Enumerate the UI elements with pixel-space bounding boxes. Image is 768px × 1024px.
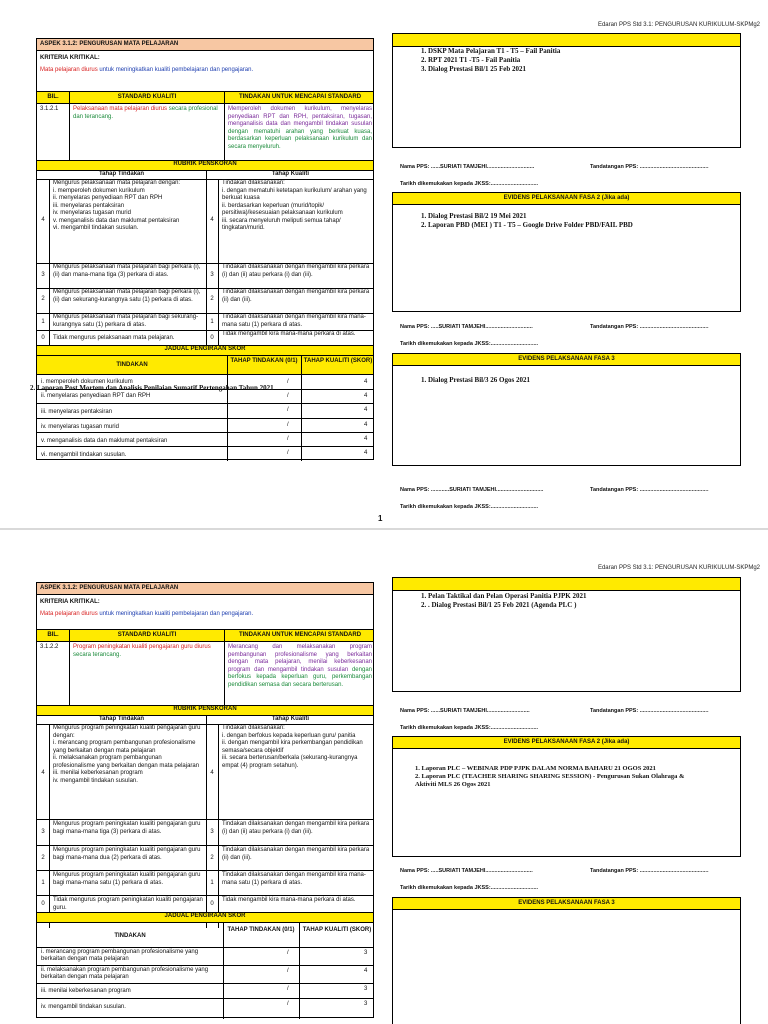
evidence-item: 2. . Dialog Prestasi Bil/1 25 Feb 2021 (Agenda PLC ) bbox=[421, 600, 577, 609]
signature-name: Nama PPS: ......SURIATI TAMJEHI............................... bbox=[400, 164, 535, 170]
rubric-score: 1 bbox=[210, 880, 214, 886]
rubric-left: Mengurus pelaksanaan mata pelajaran bagi sekurang-kurangnya satu (1) perkara di atas. bbox=[53, 314, 199, 328]
rubric-score: 2 bbox=[210, 296, 214, 302]
rubric-left: Mengurus pelaksanaan mata pelajaran bagi perkara (i), (ii) dan mana-mana tiga (3) perkara di atas. bbox=[53, 264, 201, 278]
rubric-score: 0 bbox=[41, 901, 45, 907]
skor-value: 4 bbox=[364, 393, 368, 399]
rubric-left: Mengurus pelaksanaan mata pelajaran bagi perkara (i), (ii) dan sekurang-kurangnya satu (1) perkara di atas. bbox=[53, 289, 201, 303]
tindakan-text: Memperoleh dokumen kurikulum, menyelaras penyediaan RPT dan RPH, pentaksiran, tugasan, menganalisis data dan mengambil tindakan susulan dengan mematuhi arahan yang berkuat kuasa, berdasarkan keperluan pelaksanaan kurikulum dan secara menyeluruh. bbox=[228, 106, 372, 150]
jadual-col-tindakan: TINDAKAN bbox=[116, 362, 148, 368]
signature-name: Nama PPS: ............SURIATI TAMJEHI............................... bbox=[400, 487, 544, 493]
jadual-col-tindakan: TINDAKAN bbox=[114, 933, 146, 939]
signature-tandatangan: Tandatangan PPS: ............................................. bbox=[590, 868, 709, 874]
rubrik-band: RUBRIK PENSKORAN bbox=[37, 161, 373, 170]
rubric-right: Tindakan dilaksanakan: i. dengan mematuhi ketetapan kurikulum/ arahan yang berkuat kuasa ii. berdasarkan keperluan (murid/topik/ persitiwa)/kesesuaian pelaksanaan kurikulum iii. secara menyeluruh meliputi semua tahap/ tingkatan/murid. bbox=[222, 180, 367, 231]
rubric-right: Tindakan dilaksanakan dengan mengambil kira perkara (ii) dan (iii). bbox=[222, 847, 370, 861]
rubric-right: Tindakan dilaksanakan dengan mengambil kira perkara (i) dan (ii) atau perkara (i) dan (iii). bbox=[222, 264, 370, 278]
tahap-kualiti-label: Tahap Kualiti bbox=[271, 171, 310, 177]
jadual-band: JADUAL PENGIRAAN SKOR bbox=[37, 913, 373, 922]
skor-value: 4 bbox=[364, 450, 368, 456]
kriteria-text: Mata pelajaran diurus untuk meningkatkan kualiti pembelajaran dan pengajaran. bbox=[40, 67, 254, 73]
aspect-title: ASPEK 3.1.2: PENGURUSAN MATA PELAJARAN bbox=[37, 583, 373, 595]
jadual-col-tahap-tindakan: TAHAP TINDAKAN (0/1) bbox=[230, 358, 298, 364]
standard-number: 3.1.2.2 bbox=[40, 644, 59, 650]
jadual-col-tahap-tindakan: TAHAP TINDAKAN (0/1) bbox=[227, 927, 295, 933]
signature-date: Tarikh dikemukakan kepada JKSS:............................... bbox=[400, 504, 539, 510]
skor-mark: / bbox=[287, 407, 289, 413]
skor-mark: / bbox=[287, 393, 289, 399]
skor-label: iv. menyelaras tugasan murid bbox=[41, 424, 119, 430]
standard-text: Pelaksanaan mata pelajaran diurus secara profesional dan terancang. bbox=[73, 106, 218, 120]
signature-date: Tarikh dikemukakan kepada JKSS:............................... bbox=[400, 725, 539, 731]
skor-value: 3 bbox=[364, 986, 368, 992]
skor-value: 4 bbox=[364, 436, 368, 442]
signature-name: Nama PPS: .....SURIATI TAMJEHI............................... bbox=[400, 324, 533, 330]
skor-label: v. menganalisis data dan maklumat pentaksiran bbox=[41, 438, 168, 444]
rubric-left: Mengurus program peningkatan kualiti pengajaran guru bagi mana-mana satu (1) perkara di atas. bbox=[53, 872, 201, 886]
rubric-score: 4 bbox=[210, 217, 214, 223]
page-header: Edaran PPS Std 3.1: PENGURUSAN KURIKULUM-SKPMg2 bbox=[597, 565, 760, 571]
signature-date: Tarikh dikemukakan kepada JKSS:............................... bbox=[400, 341, 539, 347]
evidence-list bbox=[421, 376, 530, 385]
tahap-tindakan-label: Tahap Tindakan bbox=[98, 716, 145, 722]
evidence-fasa-3 bbox=[392, 897, 741, 1024]
rubric-right: Tindakan dilaksanakan dengan mengambil kira mana-mana satu (1) perkara di atas. bbox=[222, 314, 366, 328]
evidence-fasa-3-title: EVIDENS PELAKSANAAN FASA 3 bbox=[393, 354, 740, 366]
evidence-item: 2. Laporan PLC (TEACHER SHARING SHARING SESSION) - Pengurusan Sukan Olahraga & bbox=[415, 773, 685, 781]
evidence-fasa-1 bbox=[392, 577, 741, 692]
rubric-score: 1 bbox=[41, 880, 45, 886]
rubric-left: Mengurus program peningkatan kualiti pengajaran guru dengan: i. merancang program pembangunan profesionalisme yang berkaitan dengan mata pelajaran ii. melaksanakan program pembangunan profesionalisme yang berkaitan dengan mata pelajaran iii. menilai keberkesanan program iv. mengambil tindakan susulan. bbox=[53, 725, 201, 784]
evidence-item: 1. Dialog Prestasi Bil/2 19 Mei 2021 bbox=[421, 212, 527, 220]
jadual-col-tahap-kualiti: TAHAP KUALITI (SKOR) bbox=[302, 927, 372, 933]
evidence-list bbox=[415, 765, 684, 789]
jadual-col-tahap-kualiti: TAHAP KUALITI (SKOR) bbox=[303, 358, 373, 364]
skor-mark: / bbox=[287, 436, 289, 442]
col-standard: STANDARD KUALITI bbox=[117, 632, 177, 638]
signature-name: Nama PPS: .....SURIATI TAMJEHI............................... bbox=[400, 868, 533, 874]
skor-label: vi. mengambil tindakan susulan. bbox=[41, 452, 127, 458]
overlay-evidence-text: 2. Laporan Post Mortem dan Analisis Penilaian Sumatif Pertengahan Tahun 2021 bbox=[30, 384, 274, 392]
rubrik-band: RUBRIK PENSKORAN bbox=[37, 706, 373, 715]
rubric-score: 2 bbox=[41, 296, 45, 302]
skor-mark: / bbox=[287, 450, 289, 456]
signature-tandatangan: Tandatangan PPS: ............................................. bbox=[590, 164, 709, 170]
standard-table bbox=[36, 38, 374, 460]
rubric-score: 2 bbox=[210, 855, 214, 861]
signature-tandatangan: Tandatangan PPS: ............................................. bbox=[590, 324, 709, 330]
evidence-list bbox=[421, 212, 633, 230]
col-standard: STANDARD KUALITI bbox=[117, 94, 177, 100]
skor-mark: / bbox=[287, 968, 289, 974]
standard-table bbox=[36, 582, 374, 1018]
evidence-fasa-2-title: EVIDENS PELAKSANAAN FASA 2 (Jika ada) bbox=[393, 737, 740, 749]
skor-value: 4 bbox=[364, 407, 368, 413]
evidence-item: 2. RPT 2021 T1 -T5 - Fail Panitia bbox=[421, 55, 521, 64]
skor-label: iii. menilai keberkesanan program bbox=[41, 988, 131, 994]
evidence-fasa-3 bbox=[392, 353, 741, 466]
aspect-title: ASPEK 3.1.2: PENGURUSAN MATA PELAJARAN bbox=[37, 39, 373, 51]
rubric-score: 3 bbox=[210, 272, 214, 278]
skor-mark: / bbox=[287, 950, 289, 956]
rubric-left: Tidak mengurus program peningkatan kualiti pengajaran guru. bbox=[53, 897, 203, 911]
rubric-score: 3 bbox=[210, 829, 214, 835]
rubric-left: Mengurus program peningkatan kualiti pengajaran guru bagi mana-mana dua (2) perkara di atas. bbox=[53, 847, 201, 861]
jadual-band: JADUAL PENGIRAAN SKOR bbox=[37, 346, 373, 355]
skor-value: 3 bbox=[364, 950, 368, 956]
kriteria-label: KRITERIA KRITIKAL: bbox=[40, 55, 100, 61]
rubric-score: 0 bbox=[210, 901, 214, 907]
page-number: 1 bbox=[378, 514, 383, 523]
rubric-score: 1 bbox=[210, 319, 214, 325]
skor-value: 4 bbox=[364, 422, 368, 428]
document-page-2 bbox=[0, 530, 768, 1024]
rubric-right: Tindakan dilaksanakan dengan mengambil kira perkara (ii) dan (iii). bbox=[222, 289, 370, 303]
signature-tandatangan: Tandatangan PPS: ............................................. bbox=[590, 487, 709, 493]
skor-value: 4 bbox=[364, 379, 368, 385]
evidence-fasa-2 bbox=[392, 736, 741, 857]
rubric-score: 2 bbox=[41, 855, 45, 861]
evidence-item: 2. Laporan PBD (MEI ) T1 - T5 – Google Drive Folder PBD/FAIL PBD bbox=[421, 220, 633, 229]
rubric-score: 4 bbox=[41, 217, 45, 223]
rubric-left: Tidak mengurus pelaksanaan mata pelajaran. bbox=[53, 335, 175, 341]
rubric-score: 0 bbox=[210, 335, 214, 341]
rubric-right: Tidak mengambil kira mana-mana perkara di atas. bbox=[222, 331, 356, 337]
evidence-fasa-3-title: EVIDENS PELAKSANAAN FASA 3 bbox=[393, 898, 740, 910]
col-tindakan: TINDAKAN UNTUK MENCAPAI STANDARD bbox=[238, 632, 362, 638]
rubric-score: 4 bbox=[210, 770, 214, 776]
rubric-left: Mengurus pelaksanaan mata pelajaran dengan: i. memperoleh dokumen kurikulum ii. menyelaras penyediaan RPT dan RPH iii. menyelaras pentaksiran iv. menyelaras tugasan murid v. menganalisis data dan maklumat pentaksiran vi. mengambil tindakan susulan. bbox=[53, 180, 181, 231]
skor-label: iv. mengambil tindakan susulan. bbox=[41, 1004, 126, 1010]
evidence-item: 1. Laporan PLC – WEBINAR PDP PJPK DALAM NORMA BAHARU 21 OGOS 2021 bbox=[415, 765, 656, 772]
kriteria-text: Mata pelajaran diurus untuk meningkatkan kualiti pembelajaran dan pengajaran. bbox=[40, 611, 254, 617]
signature-tandatangan: Tandatangan PPS: ............................................. bbox=[590, 708, 709, 714]
skor-mark: / bbox=[287, 986, 289, 992]
evidence-fasa-2-title: EVIDENS PELAKSANAAN FASA 2 (Jika ada) bbox=[393, 193, 740, 205]
skor-mark: / bbox=[287, 1001, 289, 1007]
evidence-item: 1. Dialog Prestasi Bil/3 26 Ogos 2021 bbox=[421, 376, 530, 384]
skor-mark: / bbox=[287, 379, 289, 385]
col-tindakan: TINDAKAN UNTUK MENCAPAI STANDARD bbox=[238, 94, 362, 100]
evidence-list bbox=[421, 47, 560, 73]
kriteria-label: KRITERIA KRITIKAL: bbox=[40, 599, 100, 605]
signature-date: Tarikh dikemukakan kepada JKSS:............................... bbox=[400, 885, 539, 891]
evidence-list bbox=[421, 592, 587, 610]
evidence-fasa-2 bbox=[392, 192, 741, 312]
rubric-right: Tidak mengambil kira mana-mana perkara di atas. bbox=[222, 897, 356, 903]
evidence-item: 1. Pelan Taktikal dan Pelan Operasi Panitia PJPK 2021 bbox=[421, 592, 587, 600]
evidence-fasa-1 bbox=[392, 33, 741, 148]
standard-number: 3.1.2.1 bbox=[40, 106, 59, 112]
page-header: Edaran PPS Std 3.1: PENGURUSAN KURIKULUM-SKPMg2 bbox=[597, 22, 760, 28]
signature-name: Nama PPS: ......SURIATI TAMJEHI............................ bbox=[400, 708, 530, 714]
tahap-tindakan-label: Tahap Tindakan bbox=[98, 171, 145, 177]
rubric-right: Tindakan dilaksanakan: i. dengan berfokus kepada keperluan guru/ panitia ii. dengan mengambil kira perkembangan pendidikan semasa/secara objektif iii. secara berterusan/berkala (sekurang-kurangnya empat (4) program setahun). bbox=[222, 725, 363, 769]
skor-label: i. memperoleh dokumen kurikulum bbox=[41, 379, 133, 385]
rubric-right: Tindakan dilaksanakan dengan mengambil kira mana-mana satu (1) perkara di atas. bbox=[222, 872, 366, 886]
rubric-left: Mengurus program peningkatan kualiti pengajaran guru bagi mana-mana tiga (3) perkara di atas. bbox=[53, 821, 201, 835]
skor-value: 4 bbox=[364, 968, 368, 974]
col-bil: BIL. bbox=[47, 632, 59, 638]
rubric-score: 4 bbox=[41, 770, 45, 776]
col-bil: BIL. bbox=[47, 94, 59, 100]
tahap-kualiti-label: Tahap Kualiti bbox=[271, 716, 310, 722]
signature-date: Tarikh dikemukakan kepada JKSS:............................... bbox=[400, 181, 539, 187]
skor-value: 3 bbox=[364, 1001, 368, 1007]
standard-text: Program peningkatan kualiti pengajaran guru diurus secara terancang. bbox=[73, 644, 211, 658]
evidence-item: Aktiviti MLS 26 Ogos 2021 bbox=[415, 781, 491, 789]
rubric-score: 3 bbox=[41, 829, 45, 835]
skor-label: i. merancang program pembangunan profesionalisme yang berkaitan dengan mata pelajaran bbox=[41, 949, 199, 963]
skor-label: iii. menyelaras pentaksiran bbox=[41, 409, 113, 415]
rubric-score: 0 bbox=[41, 335, 45, 341]
evidence-item: 3. Dialog Prestasi Bil/1 25 Feb 2021 bbox=[421, 64, 527, 73]
tindakan-text: Merancang dan melaksanakan program pembangunan profesionalisme yang berkaitan dengan mata pelajaran, menilai keberkesanan program dan mengambil tindakan susulan dengan berfokus kepada keperluan guru, perkembangan pendidikan semasa dan secara berterusan. bbox=[228, 644, 372, 688]
rubric-score: 3 bbox=[41, 272, 45, 278]
skor-label: ii. menyelaras penyediaan RPT dan RPH bbox=[41, 393, 151, 399]
rubric-right: Tindakan dilaksanakan dengan mengambil kira perkara (i) dan (ii) atau perkara (i) dan (iii). bbox=[222, 821, 370, 835]
skor-mark: / bbox=[287, 422, 289, 428]
skor-label: ii. melaksanakan program pembangunan profesionalisme yang berkaitan dengan mata pelajaran bbox=[41, 967, 209, 981]
rubric-score: 1 bbox=[41, 319, 45, 325]
evidence-item: 1. DSKP Mata Pelajaran T1 - T5 – Fail Panitia bbox=[421, 47, 561, 55]
